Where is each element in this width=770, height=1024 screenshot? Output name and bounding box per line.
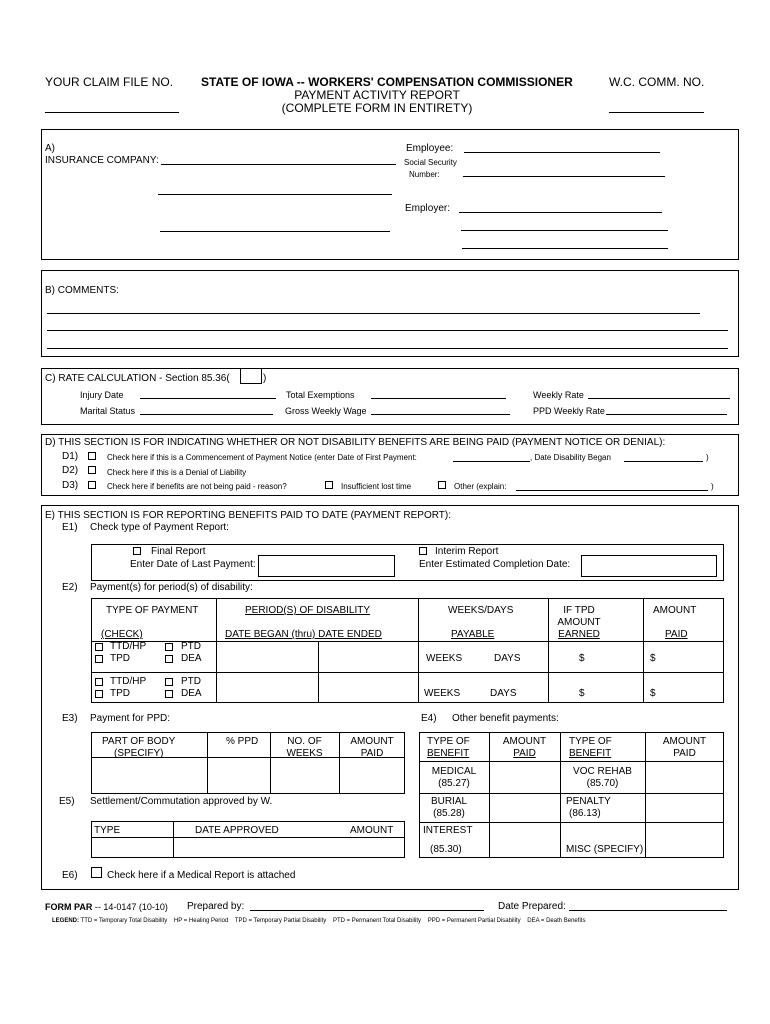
- row2-tpd-label: TPD: [110, 688, 130, 699]
- row2-days: DAYS: [490, 688, 517, 699]
- col-pct-ppd: % PPD: [226, 736, 259, 747]
- e2-text: Payment(s) for period(s) of disability:: [90, 582, 253, 593]
- prepared-by-field[interactable]: [250, 910, 484, 911]
- d3-close: ): [711, 482, 714, 491]
- col-type-of-payment: TYPE OF PAYMENT: [106, 605, 199, 616]
- col-benefit: BENEFIT: [427, 748, 470, 759]
- interim-report-checkbox[interactable]: [419, 547, 427, 555]
- row2-ttd-hp-checkbox[interactable]: [95, 678, 103, 686]
- voc-rehab-label: VOC REHAB: [573, 766, 632, 777]
- injury-date-label: Injury Date: [80, 390, 124, 400]
- row2-dea-checkbox[interactable]: [165, 690, 173, 698]
- interest-label: INTEREST: [423, 825, 473, 836]
- injury-date-field[interactable]: [140, 398, 276, 399]
- col-paid: PAID: [665, 629, 688, 640]
- employer-field-3[interactable]: [462, 248, 668, 249]
- form-par-label: FORM PAR: [45, 902, 93, 912]
- row1-days: DAYS: [494, 653, 521, 664]
- e3-label: E3): [62, 713, 78, 724]
- prepared-by-label: Prepared by:: [187, 901, 245, 912]
- row1-paid-dollar: $: [650, 653, 656, 664]
- e1-text: Check type of Payment Report:: [90, 522, 229, 533]
- row2-earned-dollar: $: [579, 688, 585, 699]
- e5-text: Settlement/Commutation approved by W.: [90, 796, 273, 807]
- ppd-weekly-rate-label: PPD Weekly Rate: [533, 406, 605, 416]
- col-period: PERIOD(S) OF DISABILITY: [245, 605, 371, 616]
- rate-calc-close: ): [263, 373, 267, 384]
- d3-text: Check here if benefits are not being paid - reason?: [107, 482, 287, 491]
- col-part-of-body: PART OF BODY: [102, 736, 176, 747]
- settlement-date-approved: DATE APPROVED: [195, 825, 279, 836]
- interest-code: (85.30): [430, 844, 462, 855]
- form-number-text: -- 14-0147 (10-10): [92, 902, 168, 912]
- col-if-tpd: IF TPD: [563, 605, 595, 616]
- insurance-company-field-3[interactable]: [160, 231, 390, 232]
- row2-ttd-hp-label: TTD/HP: [110, 676, 147, 687]
- insurance-company-field-1[interactable]: [161, 164, 396, 165]
- row1-dea-checkbox[interactable]: [165, 655, 173, 663]
- d2-text: Check here if this is a Denial of Liability: [107, 468, 247, 477]
- ppd-weekly-rate-field[interactable]: [606, 414, 727, 415]
- row2-ptd-label: PTD: [181, 676, 201, 687]
- col-benefit-paid: PAID: [513, 748, 536, 759]
- form-instruction: (COMPLETE FORM IN ENTIRETY): [281, 101, 473, 115]
- weekly-rate-label: Weekly Rate: [533, 390, 584, 400]
- col-amount: AMOUNT: [653, 605, 697, 616]
- col-payable: PAYABLE: [451, 629, 495, 640]
- other-explain-field[interactable]: [516, 490, 708, 491]
- form-subtitle: PAYMENT ACTIVITY REPORT: [294, 88, 460, 102]
- legend-items: TTD = Temporary Total Disability HP = Healing Period TPD = Temporary Partial Disability PTD = Permanent Total Disability PPD = Permanent Partial Disability DEA = Death Benefits: [80, 918, 586, 924]
- col-no-of: NO. OF: [287, 736, 322, 747]
- legend: [52, 918, 585, 924]
- legend-label: LEGEND:: [52, 918, 79, 924]
- marital-status-field[interactable]: [140, 414, 273, 415]
- burial-label: BURIAL: [430, 796, 468, 807]
- col-check: (CHECK): [101, 629, 143, 640]
- claim-file-no-field[interactable]: [45, 112, 179, 113]
- col-benefit-amount: AMOUNT: [502, 736, 547, 747]
- row1-ttd-hp-label: TTD/HP: [110, 641, 147, 652]
- insufficient-lost-time-label: Insufficient lost time: [341, 482, 412, 491]
- wc-comm-no-field[interactable]: [609, 112, 704, 113]
- penalty-code: (86.13): [569, 808, 601, 819]
- e4-label: E4): [421, 713, 437, 724]
- col-earned: EARNED: [558, 629, 600, 640]
- ssn-field[interactable]: [463, 176, 665, 177]
- row1-ttd-hp-checkbox[interactable]: [95, 643, 103, 651]
- other-checkbox[interactable]: [438, 481, 446, 489]
- gross-weekly-wage-label: Gross Weekly Wage: [285, 406, 367, 416]
- d1-text-2: , Date Disability Began: [530, 453, 611, 462]
- comments-label: B) COMMENTS:: [45, 285, 119, 296]
- row1-ptd-checkbox[interactable]: [165, 643, 173, 651]
- employee-field[interactable]: [464, 152, 660, 153]
- e2-label: E2): [62, 582, 78, 593]
- col-ppd-paid: PAID: [360, 748, 384, 759]
- section-number-field[interactable]: [240, 368, 262, 384]
- gross-weekly-wage-field[interactable]: [371, 414, 510, 415]
- row2-paid-dollar: $: [650, 688, 656, 699]
- employee-label: Employee:: [406, 143, 454, 154]
- row2-dea-label: DEA: [181, 688, 202, 699]
- completion-date-label: Enter Estimated Completion Date:: [419, 559, 571, 570]
- last-payment-field[interactable]: [258, 555, 395, 577]
- col-benefit-2: BENEFIT: [569, 748, 612, 759]
- date-prepared-field[interactable]: [569, 910, 727, 911]
- col-type-of-benefit-2: TYPE OF: [569, 736, 612, 747]
- final-report-label: Final Report: [151, 546, 206, 557]
- burial-code: (85.28): [433, 808, 465, 819]
- form-number: [45, 902, 168, 912]
- row1-dea-label: DEA: [181, 653, 202, 664]
- section-e-label: E) THIS SECTION IS FOR REPORTING BENEFITS PAID TO DATE (PAYMENT REPORT):: [45, 510, 451, 521]
- ssn-label: Social Security: [404, 158, 457, 167]
- total-exemptions-field[interactable]: [371, 398, 506, 399]
- row1-tpd-checkbox[interactable]: [95, 655, 103, 663]
- voc-rehab-code: (85.70): [586, 778, 619, 789]
- row2-tpd-checkbox[interactable]: [95, 690, 103, 698]
- comments-line-3[interactable]: [47, 348, 728, 349]
- section-a-label: A): [45, 143, 55, 154]
- comments-line-1[interactable]: [47, 313, 700, 314]
- col-tpd-amount: AMOUNT: [557, 617, 601, 628]
- row2-weeks: WEEKS: [424, 688, 461, 699]
- section-d-label: D) THIS SECTION IS FOR INDICATING WHETHER OR NOT DISABILITY BENEFITS ARE BEING PAID (PAYMENT NOTICE OR DENIAL):: [45, 437, 666, 448]
- employer-label: Employer:: [405, 203, 451, 214]
- d1-checkbox[interactable]: [88, 452, 96, 460]
- misc-label: MISC (SPECIFY): [566, 844, 644, 855]
- final-report-checkbox[interactable]: [133, 547, 141, 555]
- d2-checkbox[interactable]: [88, 466, 96, 474]
- disability-began-field[interactable]: [624, 461, 703, 462]
- comments-line-2[interactable]: [47, 330, 728, 331]
- first-payment-date-field[interactable]: [453, 461, 530, 462]
- medical-label: MEDICAL: [431, 766, 477, 777]
- col-type-of-benefit: TYPE OF: [427, 736, 470, 747]
- marital-status-label: Marital Status: [80, 406, 136, 416]
- settlement-type: TYPE: [94, 825, 121, 836]
- col-weeks-days: WEEKS/DAYS: [448, 605, 514, 616]
- d3-checkbox[interactable]: [88, 481, 96, 489]
- form-title: STATE OF IOWA -- WORKERS' COMPENSATION COMMISSIONER: [201, 75, 573, 89]
- last-payment-label: Enter Date of Last Payment:: [130, 559, 256, 570]
- completion-date-field[interactable]: [581, 555, 717, 577]
- date-prepared-label: Date Prepared:: [498, 901, 566, 912]
- claim-file-no-label: YOUR CLAIM FILE NO.: [45, 75, 174, 89]
- e4-text: Other benefit payments:: [452, 713, 559, 724]
- medical-code: (85.27): [438, 778, 470, 789]
- col-benefit-paid-2: PAID: [673, 748, 696, 759]
- total-exemptions-label: Total Exemptions: [286, 390, 355, 400]
- col-specify: (SPECIFY): [114, 748, 164, 759]
- settlement-amount: AMOUNT: [350, 825, 394, 836]
- col-ppd-amount: AMOUNT: [350, 736, 394, 747]
- wc-comm-no-label: W.C. COMM. NO.: [609, 75, 705, 89]
- e5-label: E5): [59, 796, 75, 807]
- e6-text: Check here if a Medical Report is attached: [107, 870, 296, 881]
- penalty-label: PENALTY: [566, 796, 611, 807]
- insufficient-lost-time-checkbox[interactable]: [325, 481, 333, 489]
- interim-report-label: Interim Report: [435, 546, 499, 557]
- e1-label: E1): [62, 522, 78, 533]
- rate-calc-label: C) RATE CALCULATION - Section 85.36(: [45, 373, 230, 384]
- d3-label: D3): [62, 480, 79, 491]
- row1-tpd-label: TPD: [110, 653, 130, 664]
- col-benefit-amount-2: AMOUNT: [662, 736, 707, 747]
- ssn-label-2: Number:: [409, 170, 440, 179]
- e6-label: E6): [62, 870, 78, 881]
- insurance-company-label: INSURANCE COMPANY:: [45, 155, 159, 166]
- row1-ptd-label: PTD: [181, 641, 201, 652]
- d1-text: Check here if this is a Commencement of Payment Notice (enter Date of First Payment:: [107, 453, 417, 462]
- e3-text: Payment for PPD:: [90, 713, 171, 724]
- d1-label: D1): [62, 451, 79, 462]
- d1-close: ): [706, 453, 709, 462]
- row1-earned-dollar: $: [579, 653, 585, 664]
- employer-field-2[interactable]: [461, 230, 668, 231]
- row2-ptd-checkbox[interactable]: [165, 678, 173, 686]
- col-dates: DATE BEGAN (thru) DATE ENDED: [225, 629, 382, 640]
- insurance-company-field-2[interactable]: [158, 194, 392, 195]
- other-label: Other (explain:: [454, 482, 507, 491]
- row1-weeks: WEEKS: [426, 653, 463, 664]
- employer-field-1[interactable]: [459, 212, 662, 213]
- col-weeks: WEEKS: [286, 748, 323, 759]
- weekly-rate-field[interactable]: [588, 398, 730, 399]
- d2-label: D2): [62, 465, 79, 476]
- medical-report-checkbox[interactable]: [91, 867, 102, 878]
